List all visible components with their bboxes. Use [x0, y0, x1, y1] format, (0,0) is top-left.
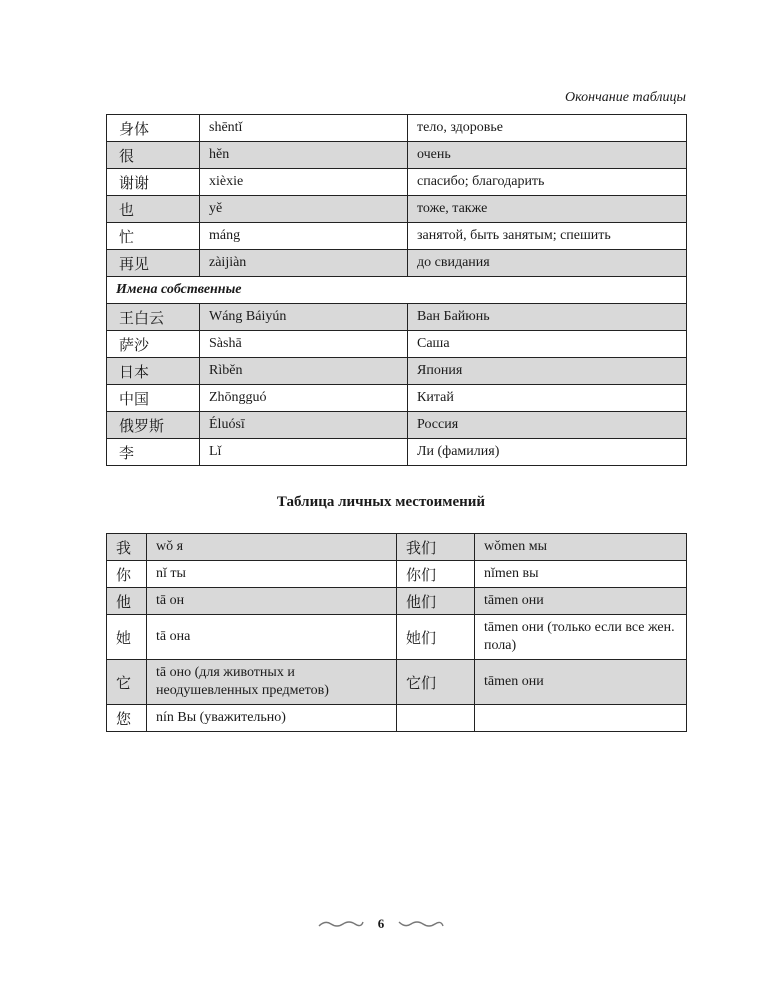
hanzi-cell: 俄罗斯 [107, 412, 200, 439]
translation-cell: Ван Байюнь [408, 304, 687, 331]
pinyin-cell: Lǐ [200, 439, 408, 466]
translation-cell: тело, здоровье [408, 115, 687, 142]
singular-hanzi-cell: 我 [107, 534, 147, 561]
table-row [107, 331, 687, 358]
hanzi-cell: 中国 [107, 385, 200, 412]
pronouns-table [106, 533, 687, 732]
table-row [107, 115, 687, 142]
pinyin-cell: zàijiàn [200, 250, 408, 277]
table-row [107, 660, 687, 705]
left-wave-ornament [318, 918, 364, 930]
plural-pinyin-cell: tāmen они [475, 588, 687, 615]
right-wave-ornament [398, 918, 444, 930]
singular-pinyin-cell: tā он [147, 588, 397, 615]
plural-pinyin-cell: tāmen они (только если все жен. пола) [475, 615, 687, 660]
singular-hanzi-cell: 您 [107, 705, 147, 732]
table-row [107, 196, 687, 223]
table-row [107, 439, 687, 466]
translation-cell: очень [408, 142, 687, 169]
pinyin-cell: shēntǐ [200, 115, 408, 142]
pronouns-table-title: Таблица личных местоимений [276, 494, 486, 510]
table-row [107, 250, 687, 277]
singular-hanzi-cell: 它 [107, 660, 147, 705]
vocabulary-table [106, 114, 687, 466]
pinyin-cell: xièxie [200, 169, 408, 196]
table-row [107, 142, 687, 169]
translation-cell: тоже, также [408, 196, 687, 223]
hanzi-cell: 李 [107, 439, 200, 466]
plural-hanzi-cell: 我们 [397, 534, 475, 561]
translation-cell: занятой, быть занятым; спешить [408, 223, 687, 250]
section-heading-row [107, 277, 687, 304]
plural-pinyin-cell: nǐmen вы [475, 561, 687, 588]
singular-hanzi-cell: 你 [107, 561, 147, 588]
singular-pinyin-cell: tā оно (для животных и неодушевленных предметов) [147, 660, 397, 705]
table-row [107, 358, 687, 385]
singular-hanzi-cell: 他 [107, 588, 147, 615]
pinyin-cell: Sàshā [200, 331, 408, 358]
hanzi-cell: 萨沙 [107, 331, 200, 358]
table-row [107, 169, 687, 196]
hanzi-cell: 很 [107, 142, 200, 169]
table-row [107, 385, 687, 412]
singular-hanzi-cell: 她 [107, 615, 147, 660]
singular-pinyin-cell: nín Вы (уважительно) [147, 705, 397, 732]
plural-pinyin-cell: tāmen они [475, 660, 687, 705]
hanzi-cell: 也 [107, 196, 200, 223]
pinyin-cell: Éluósī [200, 412, 408, 439]
hanzi-cell: 忙 [107, 223, 200, 250]
translation-cell: Китай [408, 385, 687, 412]
table-row [107, 588, 687, 615]
hanzi-cell: 身体 [107, 115, 200, 142]
hanzi-cell: 再见 [107, 250, 200, 277]
page-number: 6 [377, 916, 385, 932]
plural-pinyin-cell: wǒmen мы [475, 534, 687, 561]
table-row [107, 412, 687, 439]
table-row [107, 561, 687, 588]
plural-hanzi-cell: 它们 [397, 660, 475, 705]
section-heading: Имена собственные [107, 277, 687, 304]
translation-cell: Россия [408, 412, 687, 439]
pinyin-cell: Rìběn [200, 358, 408, 385]
page-footer [0, 915, 762, 933]
singular-pinyin-cell: wǒ я [147, 534, 397, 561]
pinyin-cell: máng [200, 223, 408, 250]
pinyin-cell: yě [200, 196, 408, 223]
singular-pinyin-cell: tā она [147, 615, 397, 660]
hanzi-cell: 日本 [107, 358, 200, 385]
table-continuation-caption: Окончание таблицы [565, 90, 686, 105]
translation-cell: Саша [408, 331, 687, 358]
translation-cell: Ли (фамилия) [408, 439, 687, 466]
table-row [107, 615, 687, 660]
table-row [107, 223, 687, 250]
singular-pinyin-cell: nǐ ты [147, 561, 397, 588]
hanzi-cell: 王白云 [107, 304, 200, 331]
table-row [107, 304, 687, 331]
hanzi-cell: 谢谢 [107, 169, 200, 196]
pinyin-cell: hěn [200, 142, 408, 169]
table-row [107, 705, 687, 732]
plural-pinyin-cell [475, 705, 687, 732]
plural-hanzi-cell: 他们 [397, 588, 475, 615]
pinyin-cell: Wáng Báiyún [200, 304, 408, 331]
table-row [107, 534, 687, 561]
translation-cell: до свидания [408, 250, 687, 277]
translation-cell: Япония [408, 358, 687, 385]
plural-hanzi-cell [397, 705, 475, 732]
translation-cell: спасибо; благодарить [408, 169, 687, 196]
plural-hanzi-cell: 你们 [397, 561, 475, 588]
pinyin-cell: Zhōngguó [200, 385, 408, 412]
plural-hanzi-cell: 她们 [397, 615, 475, 660]
